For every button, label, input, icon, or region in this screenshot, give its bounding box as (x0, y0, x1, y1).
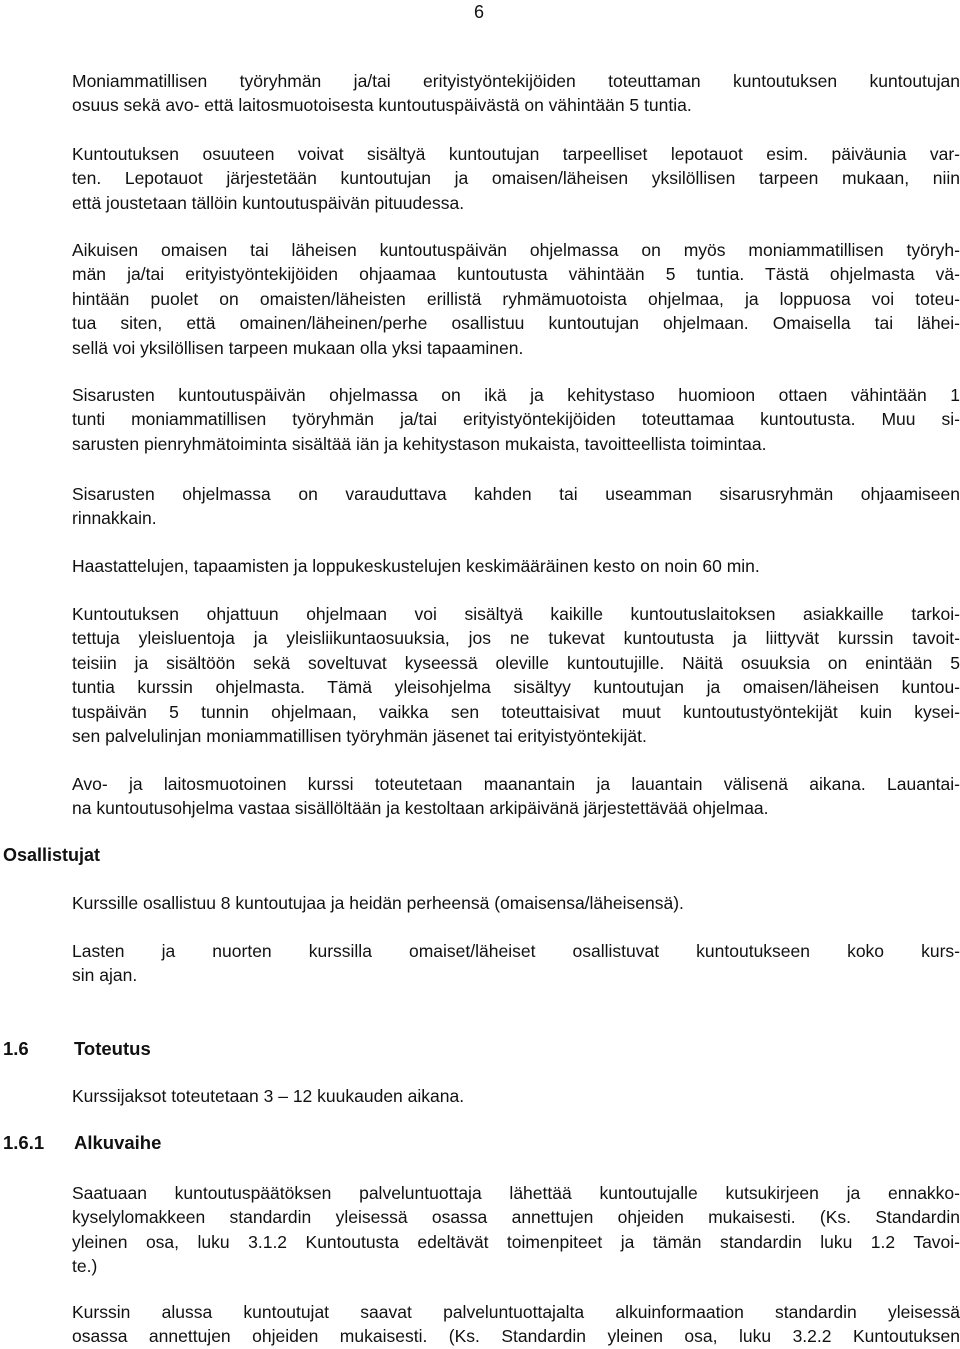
text-line: Moniammatillisen työryhmän ja/tai erityistyöntekijöiden toteuttaman kuntoutuksen kuntoutujan (72, 71, 960, 91)
text-line: rinnakkain. (72, 508, 157, 529)
paragraph-11 (72, 1084, 960, 1108)
side-heading-osallistujat: Osallistujat (3, 845, 101, 865)
text-line: ten. Lepotauot järjestetään kuntoutujan ja omaisen/läheisen yksilöllisen tarpeen mukaan, niin (72, 168, 960, 189)
paragraph-6 (72, 554, 960, 578)
text-line: Aikuisen omaisen tai läheisen kuntoutuspäivän ohjelmassa on myös moniammatillisen työryh- (72, 240, 960, 260)
text-line: osuus sekä avo- että laitosmuotoisesta kuntoutuspäivästä on vähintään 5 tuntia. (72, 95, 692, 116)
text-line: Kurssille osallistuu 8 kuntoutujaa ja heidän perheensä (omaisensa/läheisensä). (72, 893, 684, 913)
paragraph-3 (72, 238, 960, 360)
page-number: 6 (474, 2, 485, 22)
text-line: Kurssin alussa kuntoutujat saavat palveluntuottajalta alkuinformaation standardin yleisessä (72, 1302, 960, 1322)
subsection-number: 1.6.1 (3, 1132, 45, 1153)
text-line: sarusten pienryhmätoiminta sisältää iän ja kehitystason mukaista, tavoitteellista toimintaa. (72, 433, 767, 454)
text-line: sen palvelulinjan moniammatillisen työryhmän jäsenet tai erityistyöntekijät. (72, 726, 647, 747)
paragraph-4 (72, 383, 960, 456)
paragraph-7 (72, 602, 960, 748)
text-line: Kuntoutuksen osuuteen voivat sisältyä kuntoutujan tarpeelliset lepotauot esim. päiväunia var- (72, 144, 960, 164)
text-line: tuntia kurssin ohjelmasta. Tämä yleisohjelma sisältyy kuntoutujan ja omaisen/läheisen kuntou- (72, 677, 960, 698)
text-line: tunti moniammatillisen työryhmän ja/tai erityistyöntekijöiden toteuttamaa kuntoutusta. Muu si- (72, 409, 960, 430)
text-line: Sisarusten ohjelmassa on varauduttava kahden tai useamman sisarusryhmän ohjaamiseen (72, 484, 960, 504)
text-line: hintään puolet on omaisten/läheisten erillistä ryhmämuotoista ohjelmaa, ja loppuosa voi toteu- (72, 288, 960, 309)
text-line: Kurssijaksot toteutetaan 3 – 12 kuukauden aikana. (72, 1086, 465, 1106)
paragraph-13 (72, 1300, 960, 1349)
text-line: tettuja yleisluentoja ja yleisliikuntaosuuksia, jos ne tukevat kuntoutusta ja liittyvät kurssin tavoit- (72, 628, 960, 649)
paragraph-2 (72, 142, 960, 215)
paragraph-1 (72, 69, 960, 118)
text-line: Saatuaan kuntoutuspäätöksen palveluntuottaja lähettää kuntoutujalle kutsukirjeen ja ennakko- (72, 1183, 960, 1203)
paragraph-10 (72, 939, 960, 988)
text-line: tua siten, että omainen/läheinen/perhe osallistuu kuntoutujan ohjelmaan. Omaisella tai lähei- (72, 313, 960, 334)
section-title: Toteutus (74, 1038, 151, 1059)
text-line: män ja/tai erityistyöntekijöiden ohjaamaa kuntoutusta vähintään 5 tuntia. Tästä ohjelmasta vä- (72, 264, 960, 285)
text-line: Haastattelujen, tapaamisten ja loppukeskustelujen keskimääräinen kesto on noin 60 min. (72, 556, 760, 576)
text-line: sellä voi yksilöllisen tarpeen mukaan olla yksi tapaaminen. (72, 337, 524, 358)
paragraph-8 (72, 772, 960, 821)
text-line: osassa annettujen ohjeiden mukaisesti. (Ks. Standardin yleinen osa, luku 3.2.2 Kuntoutuksen (72, 1326, 960, 1347)
paragraph-9 (72, 891, 960, 915)
text-line: Lasten ja nuorten kurssilla omaiset/läheiset osallistuvat kuntoutukseen koko kurs- (72, 941, 960, 961)
text-line: yleinen osa, luku 3.1.2 Kuntoutusta edeltävät toimenpiteet ja tämän standardin luku 1.2 Tavoi- (72, 1231, 960, 1252)
subsection-title: Alkuvaihe (74, 1132, 162, 1153)
paragraph-12 (72, 1181, 960, 1279)
text-line: tuspäivän 5 tunnin ohjelmaan, vaikka sen toteuttaisivat muut kuntoutustyöntekijät kuin kysei- (72, 701, 960, 722)
text-line: teisiin ja sisältöön sekä soveltuvat kyseessä oleville kuntoutujille. Näitä osuuksia on enintään 5 (72, 652, 960, 673)
text-line: sin ajan. (72, 965, 138, 986)
text-line: Sisarusten kuntoutuspäivän ohjelmassa on ikä ja kehitystaso huomioon ottaen vähintään 1 (72, 385, 960, 405)
text-line: te.) (72, 1256, 98, 1277)
text-line: että joustetaan tällöin kuntoutuspäivän pituudessa. (72, 192, 465, 213)
text-line: kyselylomakkeen standardin yleisessä osassa annettujen ohjeiden mukaisesti. (Ks. Standardin (72, 1207, 960, 1228)
paragraph-5 (72, 482, 960, 531)
text-line: Kuntoutuksen ohjattuun ohjelmaan voi sisältyä kaikille kuntoutuslaitoksen asiakkaille tarkoi- (72, 604, 960, 624)
text-line: na kuntoutusohjelma vastaa sisällöltään ja kestoltaan arkipäivänä järjestettävää ohjelmaa. (72, 798, 769, 819)
text-line: Avo- ja laitosmuotoinen kurssi toteutetaan maanantain ja lauantain välisenä aikana. Lauantai- (72, 774, 960, 794)
section-number: 1.6 (3, 1038, 29, 1059)
